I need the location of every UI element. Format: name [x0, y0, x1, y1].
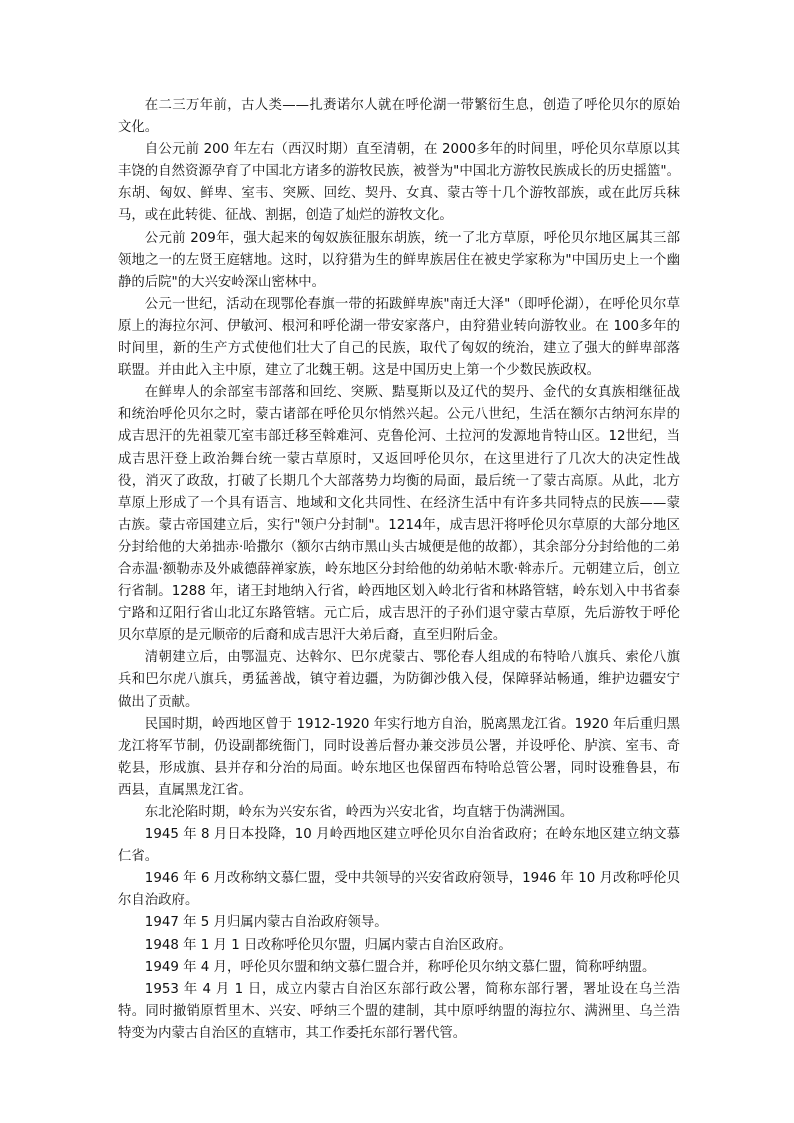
paragraph-8: 东北沦陷时期，岭东为兴安东省，岭西为兴安北省，均直辖于伪满洲国。	[144, 805, 574, 820]
paragraph-4: 公元一世纪，活动在现鄂伦春旗一带的拓跋鲜卑族"南迁大泽"（即呼伦湖），在呼伦贝尔草原上的海拉尔河、伊敏河、根河和呼伦湖一带安家落户，由狩猎业转向游牧业。在 100多年的时间里，新的生产方式使他们壮大了自己的民族，取代了匈奴的统治，建立了强大的鲜卑部落联盟。并由此入主中原，建立了北魏王朝。这是中国历史上第一个少数民族政权。	[118, 296, 680, 379]
paragraph-13: 1949 年 4 月，呼伦贝尔盟和纳文慕仁盟合并，称呼伦贝尔纳文慕仁盟，简称呼纳盟。	[144, 959, 656, 975]
paragraph-11: 1947 年 5 月归属内蒙古自治政府领导。	[144, 915, 388, 931]
document-page	[118, 95, 680, 1045]
paragraph-2: 自公元前 200 年左右（西汉时期）直至清朝，在 2000多年的时间里，呼伦贝尔草原以其丰饶的自然资源孕育了中国北方诸多的游牧民族，被誉为"中国北方游牧民族成长的历史摇篮"。东胡、匈奴、鲜卑、室韦、突厥、回纥、契丹、女真、蒙古等十几个游牧部族，或在此厉兵秣马，或在此转徙、征战、割据，创造了灿烂的游牧文化。	[118, 142, 680, 224]
paragraph-5: 在鲜卑人的余部室韦部落和回纥、突厥、黠戛斯以及辽代的契丹、金代的女真族相继征战和统治呼伦贝尔之时，蒙古诸部在呼伦贝尔悄然兴起。公元八世纪，生活在额尔古纳河东岸的成吉思汗的先祖蒙兀室韦部迁移至斡难河、克鲁伦河、土拉河的发源地肯特山区。12世纪，当成吉思汗登上政治舞台统一蒙古草原时，又返回呼伦贝尔，在这里进行了几次大的决定性战役，消灭了政敌，打破了长期几个大部落势力均衡的局面，最后统一了蒙古高原。从此，北方草原上形成了一个具有语言、地域和文化共同性、在经济生活中有许多共同特点的民族——蒙古族。蒙古帝国建立后，实行"领户分封制"。1214年，成吉思汗将呼伦贝尔草原的大部分地区分封给他的大弟拙赤·哈撒尔（额尔古纳市黑山头古城便是他的故都），其余部分分封给他的二弟合赤温·额勒赤及外戚德薛禅家族，岭东地区分封给他的幼弟帖木歌·斡赤斤。元朝建立后，创立行省制。1288 年，诸王封地纳入行省，岭西地区划入岭北行省和林路管辖，岭东划入中书省泰宁路和辽阳行省山北辽东路管辖。元亡后，成吉思汗的子孙们退守蒙古草原，先后游牧于呼伦贝尔草原的是元顺帝的后裔和成吉思汗大弟后裔，直至归附后金。	[118, 385, 680, 644]
paragraph-14: 1953 年 4 月 1 日，成立内蒙古自治区东部行政公署，简称东部行署，署址设在乌兰浩特。同时撤销原哲里木、兴安、呼纳三个盟的建制，其中原呼纳盟的海拉尔、满洲里、乌兰浩特变为内蒙古自治区的直辖市，其工作委托东部行署代管。	[118, 981, 680, 1041]
paragraph-3: 公元前 209年，强大起来的匈奴族征服东胡族，统一了北方草原，呼伦贝尔地区属其三部领地之一的左贤王庭辖地。这时，以狩猎为生的鲜卑族居住在被史学家称为"中国历史上一个幽静的后院"的大兴安岭深山密林中。	[118, 230, 680, 290]
paragraph-9: 1945 年 8 月日本投降，10 月岭西地区建立呼伦贝尔自治省政府；在岭东地区建立纳文慕仁省。	[118, 827, 680, 865]
paragraph-1: 在二三万年前，古人类——扎赉诺尔人就在呼伦湖一带繁衍生息，创造了呼伦贝尔的原始文化。	[118, 98, 680, 136]
paragraph-7: 民国时期，岭西地区曾于 1912-1920 年实行地方自治，脱离黑龙江省。1920 年后重归黑龙江将军节制，仍设副都统衙门，同时设善后督办兼交涉员公署，并设呼伦、胪滨、室韦、奇乾县，形成旗、县并存和分治的局面。岭东地区也保留西布特哈总管公署，同时设雅鲁县，布西县，直属黑龙江省。	[118, 716, 680, 798]
paragraph-10: 1946 年 6 月改称纳文慕仁盟，受中共领导的兴安省政府领导，1946 年 10 月改称呼伦贝尔自治政府。	[118, 871, 680, 909]
paragraph-12: 1948 年 1 月 1 日改称呼伦贝尔盟，归属内蒙古自治区政府。	[144, 937, 512, 953]
paragraph-6: 清朝建立后，由鄂温克、达斡尔、巴尔虎蒙古、鄂伦春人组成的布特哈八旗兵、索伦八旗兵和巴尔虎八旗兵，勇猛善战，镇守着边疆，为防御沙俄入侵，保障驿站畅通，维护边疆安宁做出了贡献。	[118, 650, 680, 710]
